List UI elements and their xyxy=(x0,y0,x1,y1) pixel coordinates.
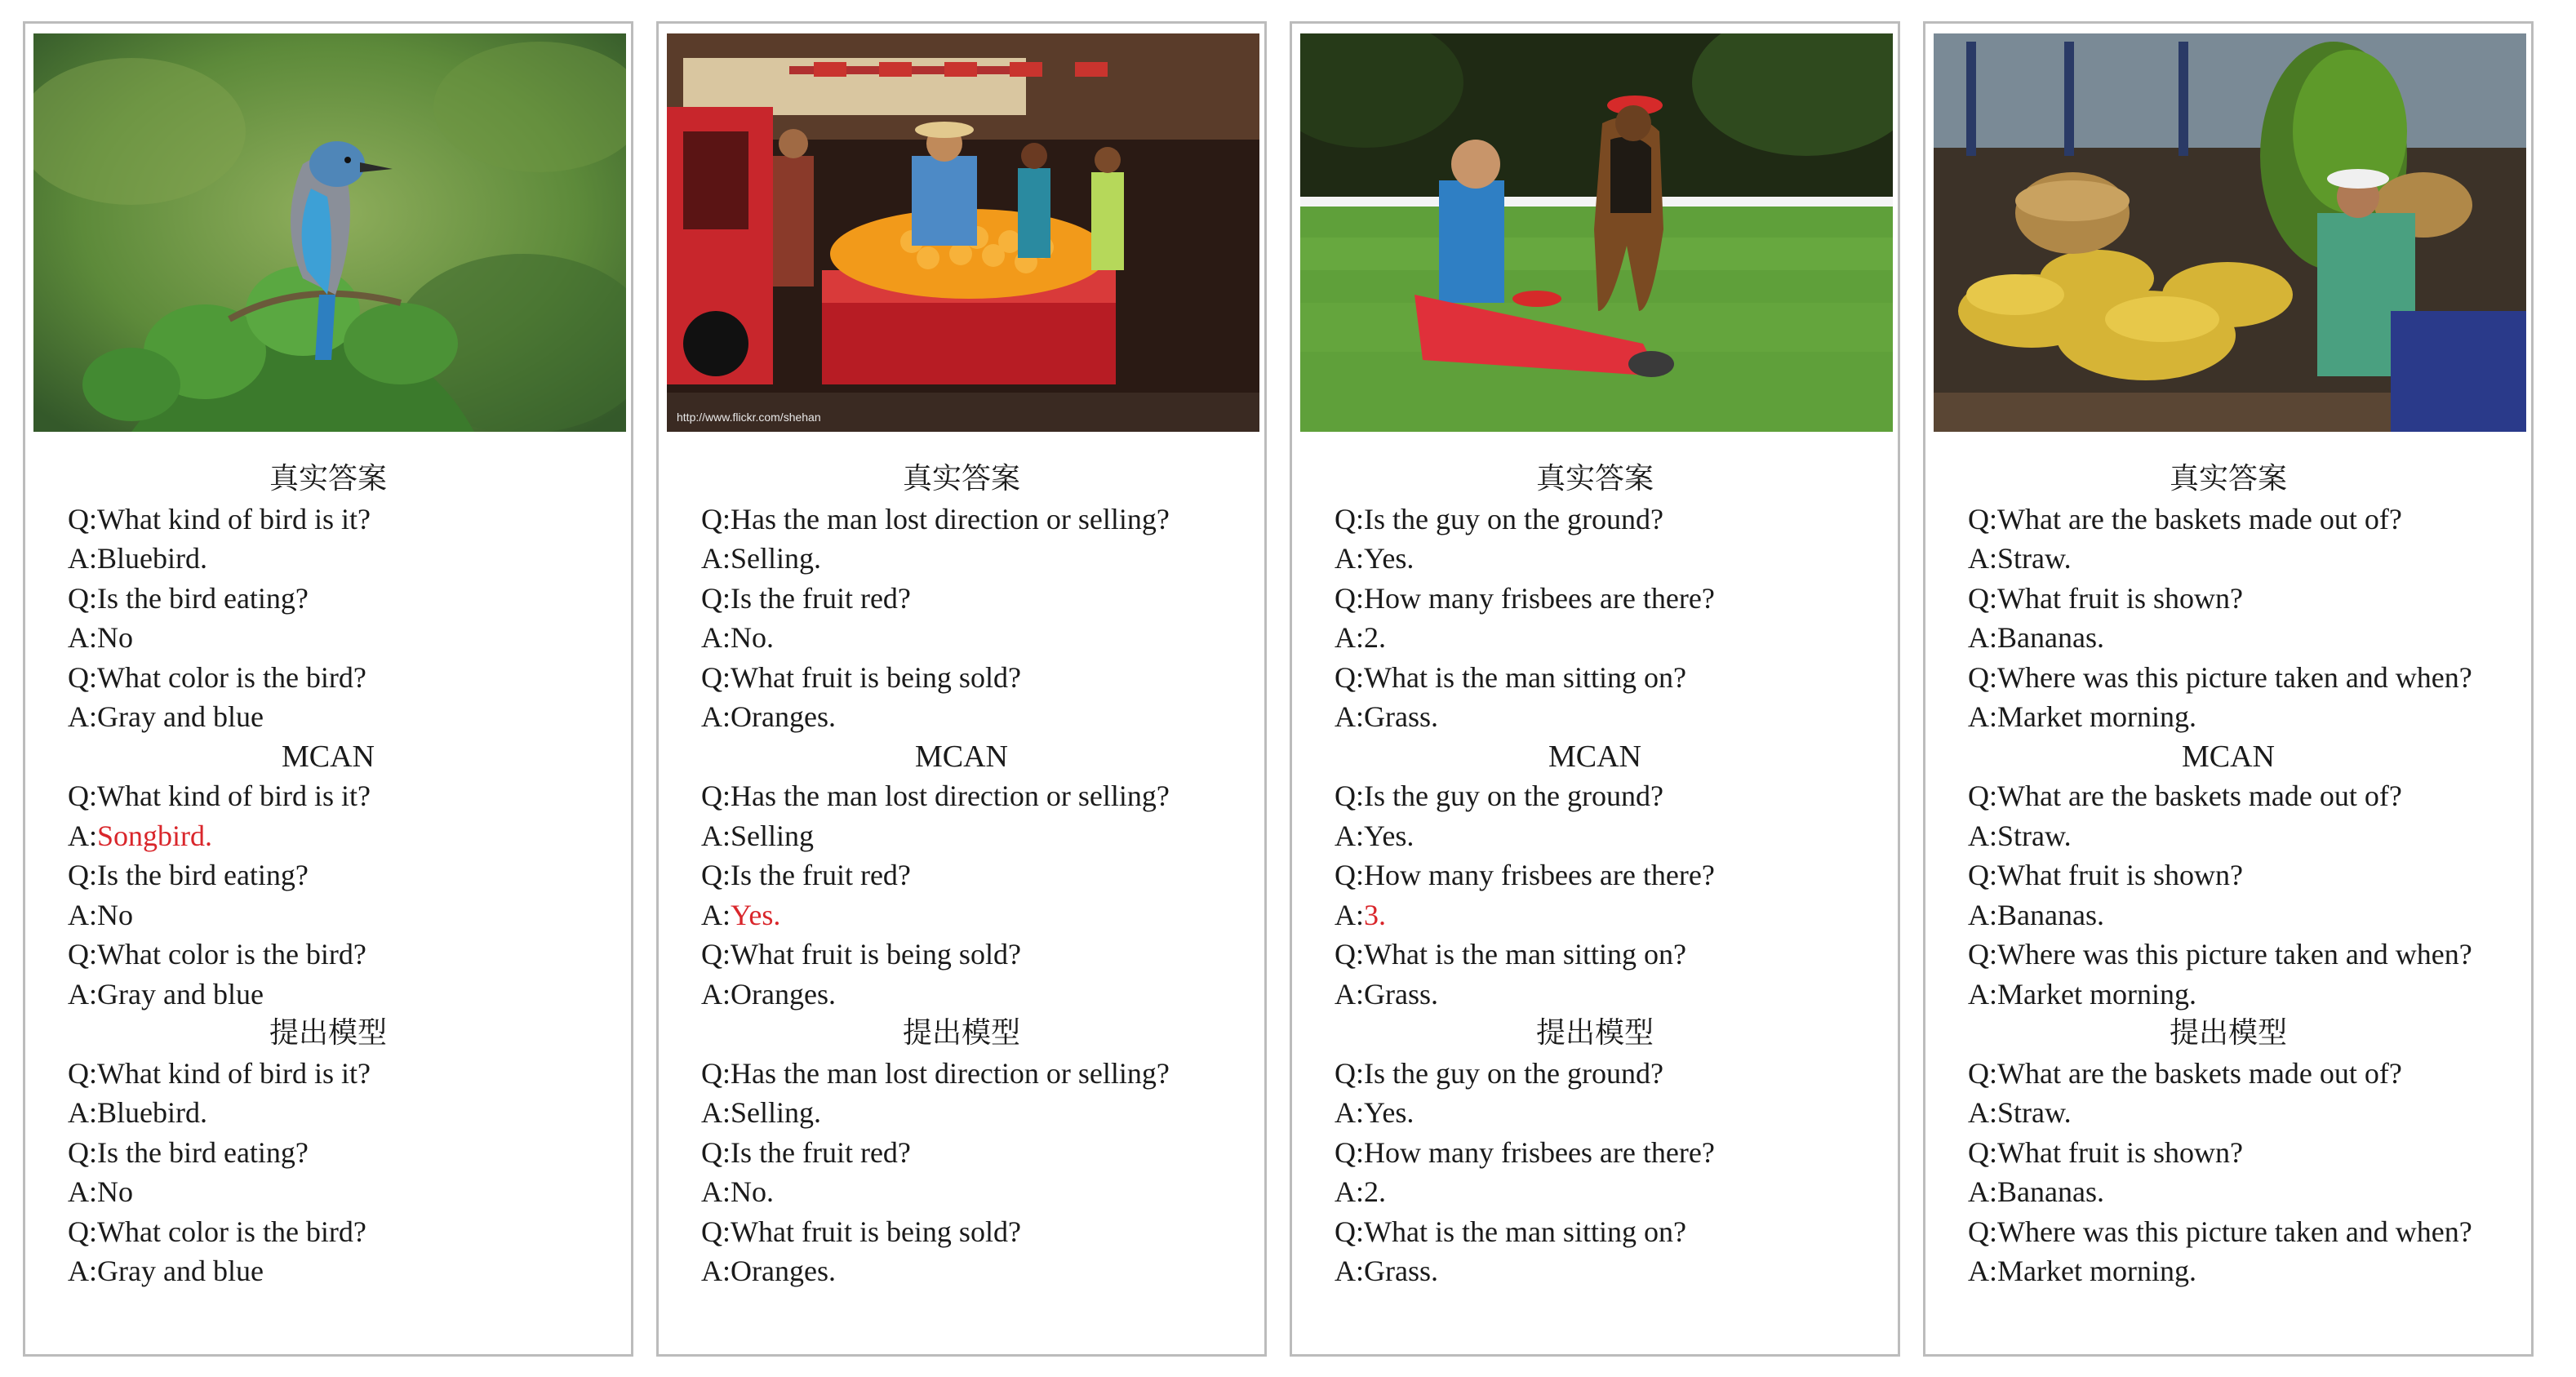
answer-prefix: A: xyxy=(1335,621,1364,654)
answer-line xyxy=(25,1093,631,1133)
question-line: Q:What fruit is being sold? xyxy=(701,1215,1021,1248)
answer-prefix: A: xyxy=(701,1175,731,1208)
question-line: Q:What kind of bird is it? xyxy=(68,1056,371,1090)
answer-text: Gray and blue xyxy=(97,1255,264,1287)
question-line: Q:Is the guy on the ground? xyxy=(1335,780,1663,812)
question-line: Q:What is the man sitting on? xyxy=(1335,938,1686,971)
answer-prefix: A: xyxy=(701,700,731,733)
answer-line xyxy=(1925,618,2531,658)
answer-line xyxy=(1292,975,1898,1015)
answer-prefix: A: xyxy=(1335,977,1364,1011)
answer-text: Straw. xyxy=(1997,1096,2072,1129)
frisbee-dog-photo xyxy=(1300,33,1893,432)
answer-line xyxy=(1292,618,1898,658)
answer-prefix: A: xyxy=(1968,977,1997,1011)
answer-text: No. xyxy=(731,1175,774,1208)
answer-line xyxy=(1292,539,1898,579)
answer-text: Oranges. xyxy=(731,977,836,1011)
answer-text: Gray and blue xyxy=(97,700,264,733)
section-title: 提出模型 xyxy=(1535,1016,1654,1050)
section-title: 真实答案 xyxy=(2169,462,2287,495)
answer-line xyxy=(25,1251,631,1291)
answer-line xyxy=(659,1172,1264,1212)
answer-line xyxy=(659,697,1264,737)
answer-line xyxy=(1925,816,2531,856)
answer-prefix: A: xyxy=(1968,1096,1997,1129)
fruit-stand-photo xyxy=(667,33,1259,432)
qa-block-3 xyxy=(1292,460,1898,1291)
question-line: Q:Is the bird eating? xyxy=(68,581,309,615)
answer-line xyxy=(1292,1093,1898,1133)
answer-line xyxy=(1925,1251,2531,1291)
answer-prefix: A: xyxy=(68,542,97,575)
question-line: Q:What kind of bird is it? xyxy=(68,780,371,812)
section-title: MCAN xyxy=(281,739,375,774)
answer-line xyxy=(25,618,631,658)
answer-text: Oranges. xyxy=(731,1255,836,1287)
answer-prefix: A: xyxy=(1968,898,1997,931)
example-panel-3 xyxy=(1290,21,1900,1357)
question-line: Q:What are the baskets made out of? xyxy=(1968,780,2402,812)
question-line: Q:What are the baskets made out of? xyxy=(1968,502,2402,535)
answer-line xyxy=(1292,895,1898,935)
answer-text: Yes. xyxy=(1364,1096,1415,1129)
banana-market-photo xyxy=(1934,33,2526,432)
question-line: Q:Is the bird eating? xyxy=(68,1135,309,1169)
question-line: Q:Is the bird eating? xyxy=(68,859,309,891)
answer-text: 2. xyxy=(1364,621,1386,654)
section-title: MCAN xyxy=(1548,739,1642,774)
answer-line xyxy=(1925,1172,2531,1212)
answer-prefix: A: xyxy=(1335,898,1364,931)
section-title: 真实答案 xyxy=(1535,462,1654,495)
section-title: 真实答案 xyxy=(902,462,1020,495)
answer-text: No xyxy=(97,898,133,931)
answer-prefix: A: xyxy=(1968,819,1997,852)
question-line: Q:What fruit is shown? xyxy=(1968,1135,2243,1169)
answer-text: Straw. xyxy=(1997,542,2072,575)
answer-prefix: A: xyxy=(1335,1175,1364,1208)
section-title: MCAN xyxy=(914,739,1009,774)
answer-line xyxy=(25,539,631,579)
answer-text: Bananas. xyxy=(1997,621,2104,654)
answer-line xyxy=(1925,1093,2531,1133)
answer-text: Selling. xyxy=(731,542,822,575)
answer-text: Market morning. xyxy=(1997,977,2196,1011)
answer-text: Market morning. xyxy=(1997,700,2196,733)
answer-line xyxy=(659,1251,1264,1291)
answer-line xyxy=(1292,1251,1898,1291)
answer-text: Gray and blue xyxy=(97,977,264,1011)
answer-text: Bluebird. xyxy=(97,1096,207,1129)
answer-prefix: A: xyxy=(68,1096,97,1129)
answer-text: Selling xyxy=(731,819,815,852)
qa-block-2 xyxy=(659,460,1264,1291)
wrong-answer-text: Songbird. xyxy=(97,819,213,852)
answer-line xyxy=(25,1172,631,1212)
answer-text: Yes. xyxy=(1364,819,1415,852)
answer-prefix: A: xyxy=(68,977,97,1011)
answer-line xyxy=(1925,539,2531,579)
answer-text: Bananas. xyxy=(1997,1175,2104,1208)
answer-text: Straw. xyxy=(1997,819,2072,852)
answer-line xyxy=(659,1093,1264,1133)
question-line: Q:Has the man lost direction or selling? xyxy=(701,1056,1170,1090)
answer-text: Market morning. xyxy=(1997,1255,2196,1287)
question-line: Q:Has the man lost direction or selling? xyxy=(701,502,1170,535)
section-title: MCAN xyxy=(2181,739,2276,774)
answer-line xyxy=(659,816,1264,856)
answer-line xyxy=(25,697,631,737)
answer-prefix: A: xyxy=(1335,819,1364,852)
question-line: Q:Has the man lost direction or selling? xyxy=(701,780,1170,812)
question-line: Q:What are the baskets made out of? xyxy=(1968,1056,2402,1090)
question-line: Q:What is the man sitting on? xyxy=(1335,660,1686,694)
question-line: Q:Where was this picture taken and when? xyxy=(1968,938,2472,971)
example-panel-2 xyxy=(656,21,1267,1357)
question-line: Q:Where was this picture taken and when? xyxy=(1968,660,2472,694)
answer-line xyxy=(1292,1172,1898,1212)
question-line: Q:Where was this picture taken and when? xyxy=(1968,1215,2472,1248)
answer-prefix: A: xyxy=(1335,1096,1364,1129)
question-line: Q:What fruit is shown? xyxy=(1968,859,2243,891)
question-line: Q:What fruit is being sold? xyxy=(701,938,1021,971)
answer-prefix: A: xyxy=(1968,1255,1997,1287)
question-line: Q:Is the guy on the ground? xyxy=(1335,1056,1663,1090)
answer-line xyxy=(1925,697,2531,737)
photo-credit: http://www.flickr.com/shehan xyxy=(677,411,821,424)
answer-text: Yes. xyxy=(1364,542,1415,575)
question-line: Q:What fruit is being sold? xyxy=(701,660,1021,694)
wrong-answer-text: Yes. xyxy=(731,898,781,931)
question-line: Q:What color is the bird? xyxy=(68,938,366,971)
answer-line xyxy=(25,975,631,1015)
answer-line xyxy=(1292,816,1898,856)
answer-line xyxy=(25,895,631,935)
answer-prefix: A: xyxy=(701,977,731,1011)
question-line: Q:Is the fruit red? xyxy=(701,581,911,615)
answer-prefix: A: xyxy=(68,898,97,931)
answer-text: No xyxy=(97,621,133,654)
answer-text: Grass. xyxy=(1364,700,1438,733)
answer-prefix: A: xyxy=(701,542,731,575)
answer-prefix: A: xyxy=(68,1175,97,1208)
answer-text: Bluebird. xyxy=(97,542,207,575)
question-line: Q:What fruit is shown? xyxy=(1968,581,2243,615)
example-panel-1 xyxy=(23,21,633,1357)
answer-prefix: A: xyxy=(1335,700,1364,733)
answer-prefix: A: xyxy=(68,819,97,852)
question-line: Q:Is the fruit red? xyxy=(701,1135,911,1169)
answer-line xyxy=(659,975,1264,1015)
answer-text: Grass. xyxy=(1364,977,1438,1011)
answer-text: No. xyxy=(731,621,774,654)
answer-prefix: A: xyxy=(701,1096,731,1129)
answer-prefix: A: xyxy=(1335,1255,1364,1287)
answer-prefix: A: xyxy=(701,819,731,852)
answer-prefix: A: xyxy=(68,700,97,733)
bird-photo xyxy=(33,33,626,432)
answer-line xyxy=(659,539,1264,579)
answer-prefix: A: xyxy=(1968,700,1997,733)
answer-text: Bananas. xyxy=(1997,898,2104,931)
section-title: 真实答案 xyxy=(269,462,387,495)
section-title: 提出模型 xyxy=(2169,1016,2287,1050)
answer-prefix: A: xyxy=(701,898,731,931)
answer-text: 2. xyxy=(1364,1175,1386,1208)
answer-line xyxy=(659,618,1264,658)
answer-line xyxy=(25,816,631,856)
answer-prefix: A: xyxy=(68,621,97,654)
answer-prefix: A: xyxy=(701,1255,731,1287)
qa-block-4 xyxy=(1925,460,2531,1291)
question-line: Q:How many frisbees are there? xyxy=(1335,1135,1715,1169)
question-line: Q:What kind of bird is it? xyxy=(68,502,371,535)
answer-prefix: A: xyxy=(1335,542,1364,575)
question-line: Q:How many frisbees are there? xyxy=(1335,859,1715,891)
question-line: Q:What is the man sitting on? xyxy=(1335,1215,1686,1248)
answer-line xyxy=(1925,975,2531,1015)
answer-prefix: A: xyxy=(1968,1175,1997,1208)
qa-block-1 xyxy=(25,460,631,1291)
answer-line xyxy=(1925,895,2531,935)
answer-prefix: A: xyxy=(1968,621,1997,654)
section-title: 提出模型 xyxy=(269,1016,387,1050)
answer-prefix: A: xyxy=(68,1255,97,1287)
answer-text: Grass. xyxy=(1364,1255,1438,1287)
question-line: Q:What color is the bird? xyxy=(68,660,366,694)
answer-line xyxy=(659,895,1264,935)
answer-prefix: A: xyxy=(1968,542,1997,575)
section-title: 提出模型 xyxy=(902,1016,1020,1050)
answer-prefix: A: xyxy=(701,621,731,654)
question-line: Q:What color is the bird? xyxy=(68,1215,366,1248)
answer-text: Oranges. xyxy=(731,700,836,733)
example-panel-4 xyxy=(1923,21,2534,1357)
wrong-answer-text: 3. xyxy=(1364,898,1386,931)
answer-text: No xyxy=(97,1175,133,1208)
answer-text: Selling. xyxy=(731,1096,822,1129)
question-line: Q:Is the fruit red? xyxy=(701,859,911,891)
answer-line xyxy=(1292,697,1898,737)
question-line: Q:How many frisbees are there? xyxy=(1335,581,1715,615)
question-line: Q:Is the guy on the ground? xyxy=(1335,502,1663,535)
